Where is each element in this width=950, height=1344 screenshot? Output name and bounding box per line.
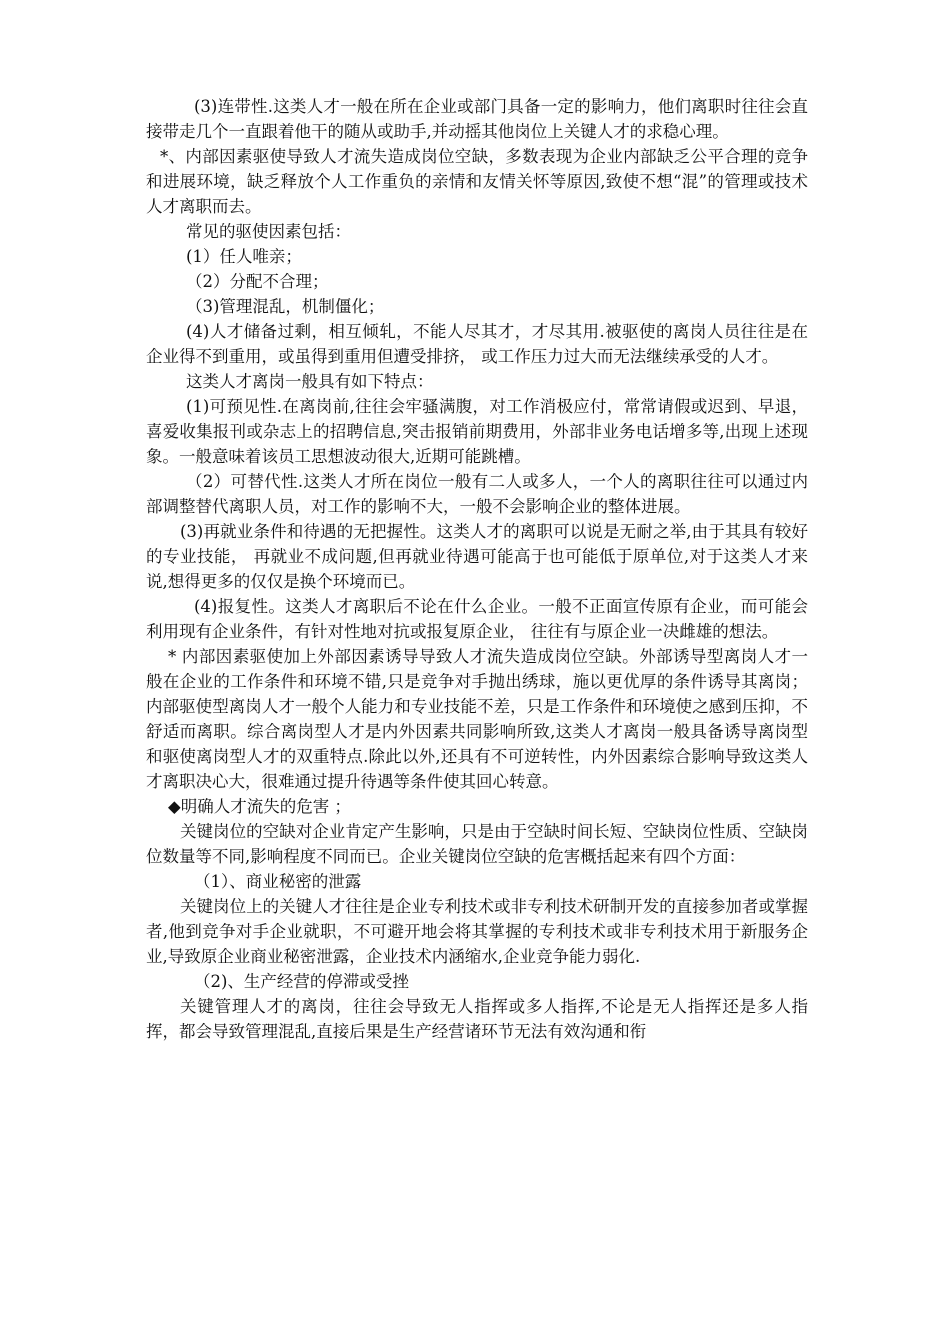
paragraph-harm-intro: 关键岗位的空缺对企业肯定产生影响，只是由于空缺时间长短、空缺岗位性质、空缺岗位数量等不同,影响程度不同而已。企业关键岗位空缺的危害概括起来有四个方面： [146,822,808,866]
paragraph-reemployment: (3)再就业条件和待遇的无把握性。这类人才的离职可以说是无耐之举,由于其具有较好的专业技能， 再就业不成问题,但再就业待遇可能高于也可能低于原单位,对于这类人才来说,想得更多的仅仅是换个环境而已。 [146,522,808,591]
paragraph-predictability: (1)可预见性.在离岗前,往往会牢骚满腹，对工作消极应付，常常请假或迟到、早退，喜爱收集报刊或杂志上的招聘信息,突击报销前期费用，外部非业务电话增多等,出现上述现象。一般意味着该员工思想波动很大,近期可能跳槽。 [146,397,808,466]
paragraph-retaliation: (4)报复性。这类人才离职后不论在什么企业。一般不正面宣传原有企业，而可能会利用现有企业条件，有针对性地对抗或报复原企业， 往往有与原企业一决雌雄的想法。 [146,597,808,641]
list-item-unfair-distribution: （2）分配不合理； [186,272,329,291]
paragraph-internal-factors: *、内部因素驱使导致人才流失造成岗位空缺，多数表现为企业内部缺乏公平合理的竞争和进展环境，缺乏释放个人工作重负的亲情和友情关怀等原因,致使不想“混”的管理或技术人才离职而去。 [146,147,808,216]
paragraph-traits-intro: 这类人才离岗一般具有如下特点： [186,372,434,391]
paragraph-trade-secrets: 关键岗位上的关键人才往往是企业专利技术或非专利技术研制开发的直接参加者或掌握者,他到竞争对手企业就职，不可避开地会将其掌握的专利技术或非专利技术用于新服务企业,导致原企业商业秘密泄露，企业技术内涵缩水,企业竞争能力弱化. [146,897,808,966]
section-heading-harm: ◆明确人才流失的危害 ； [168,797,351,816]
paragraph-combined-factors: * 内部因素驱使加上外部因素诱导导致人才流失造成岗位空缺。外部诱导型离岗人才一般在企业的工作条件和环境不错,只是竞争对手抛出绣球，施以更优厚的条件诱导其离岗；内部驱使型离岗人才一般个人能力和专业技能不差，只是工作条件和环境使之感到压抑，不舒适而离职。综合离岗型人才是内外因素共同影响所致,这类人才离岗一般具备诱导离岗型和驱使离岗型人才的双重特点.除此以外,还具有不可逆转性，内外因素综合影响导致这类人才离职决心大，很难通过提升待遇等条件使其回心转意。 [146,647,808,791]
list-item-talent-surplus: (4)人才储备过剩，相互倾轧，不能人尽其才，才尽其用.被驱使的离岗人员往往是在企业得不到重用，或虽得到重用但遭受排挤， 或工作压力过大而无法继续承受的人才。 [146,322,808,366]
paragraph-drivers-intro: 常见的驱使因素包括： [186,222,351,241]
paragraph-replaceability: （2）可替代性.这类人才所在岗位一般有二人或多人，一个人的离职往往可以通过内部调整替代离职人员，对工作的影响不大，一般不会影响企业的整体进展。 [146,472,808,516]
paragraph-continuity: (3)连带性.这类人才一般在所在企业或部门具备一定的影响力，他们离职时往往会直接带走几个一直跟着他干的随从或助手,并动摇其他岗位上关键人才的求稳心理。 [146,97,808,141]
paragraph-operations: 关键管理人才的离岗，往往会导致无人指挥或多人指挥,不论是无人指挥还是多人指挥，都会导致管理混乱,直接后果是生产经营诸环节无法有效沟通和衔 [146,997,808,1041]
document-page [146,94,808,1044]
list-item-management-chaos: （3)管理混乱，机制僵化； [186,297,385,316]
subheading-trade-secrets: （1）、商业秘密的泄露 [194,872,362,891]
subheading-operations: （2)、生产经营的停滞或受挫 [194,972,409,991]
list-item-nepotism: (1）任人唯亲； [186,247,302,266]
